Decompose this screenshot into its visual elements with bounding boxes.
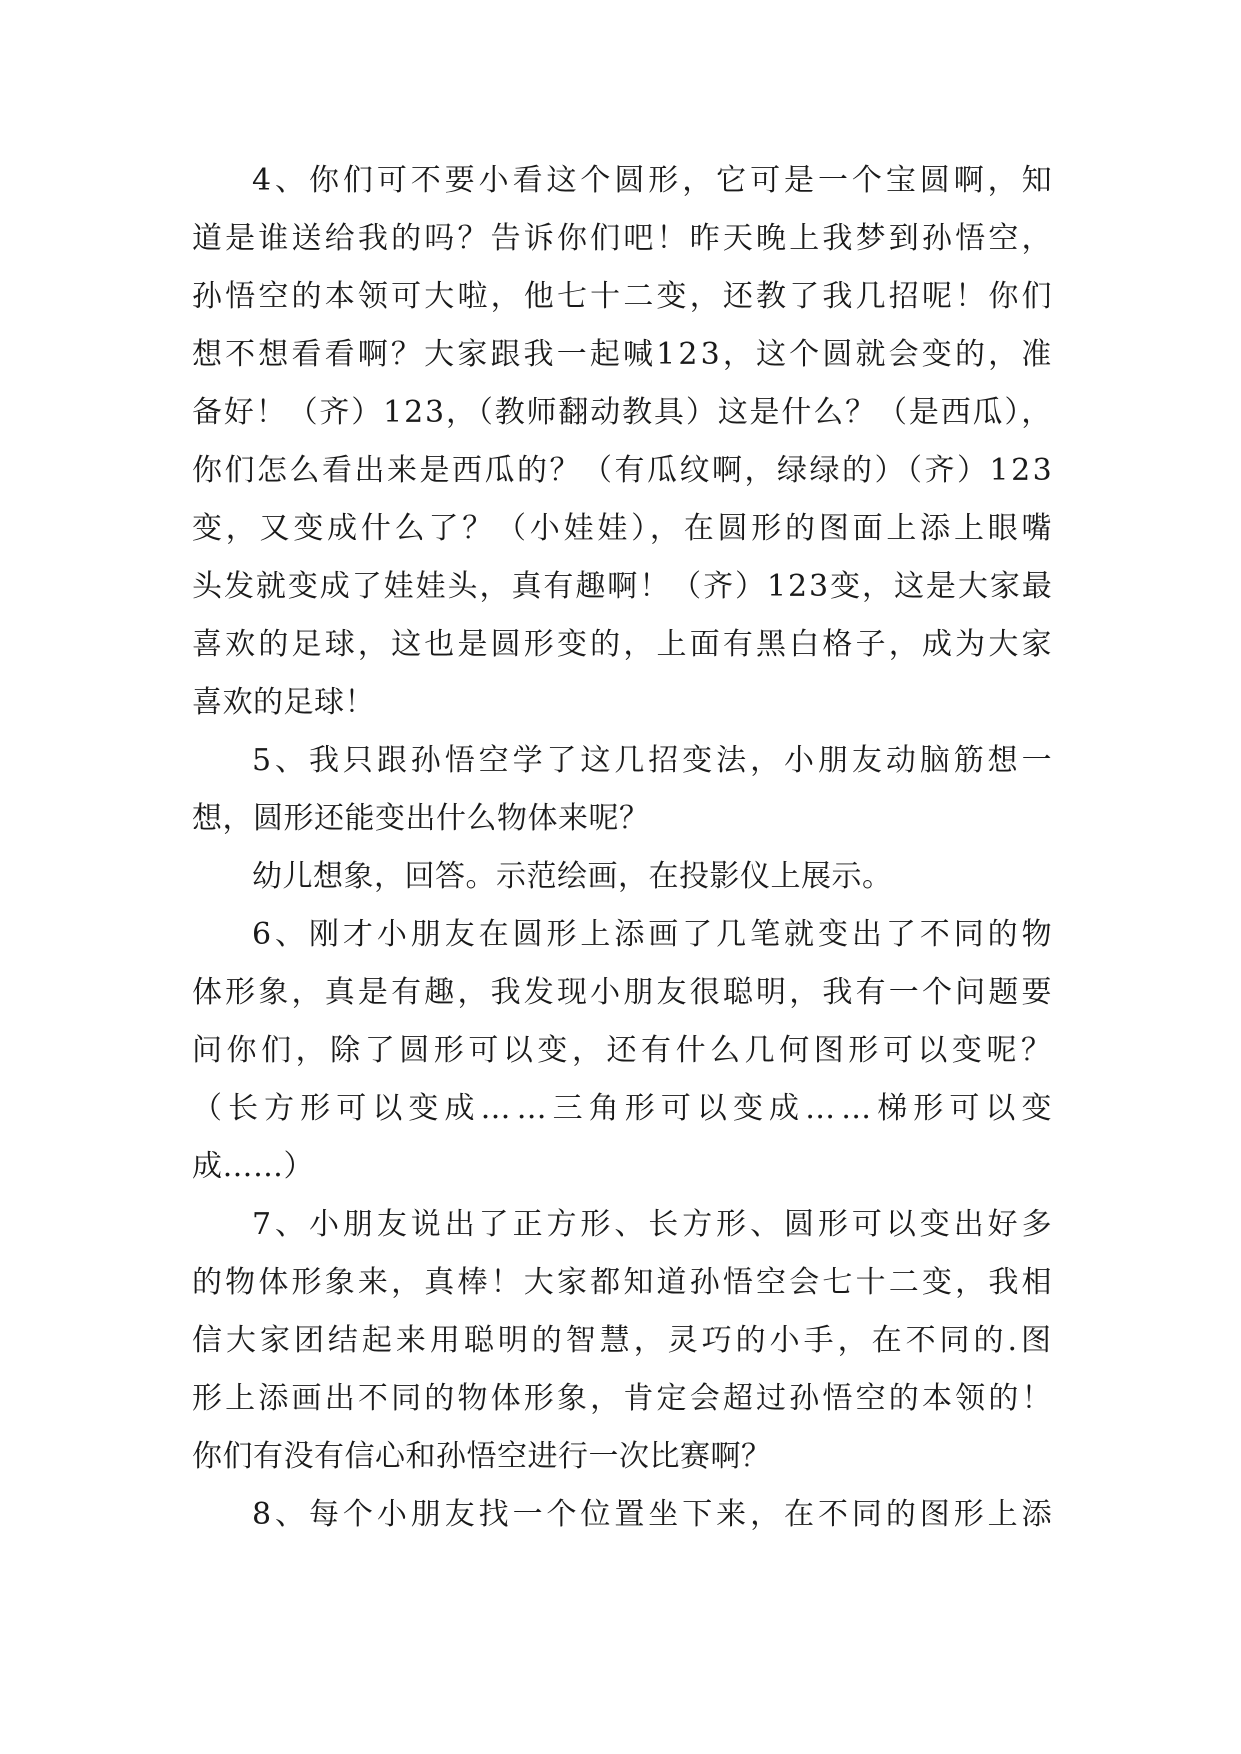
line-text: 你们有没有信心和孙悟空进行一次比赛啊？ <box>192 1439 772 1474</box>
line-text: 喜欢的足球！ <box>192 685 375 720</box>
line-text: 幼儿想象，回答。示范绘画，在投影仪上展示。 <box>252 859 893 894</box>
text-line <box>192 732 1056 790</box>
text-line <box>192 616 1055 674</box>
text-line <box>192 674 1052 732</box>
text-line <box>192 1254 1055 1312</box>
line-text: 成……） <box>192 1149 314 1184</box>
text-line <box>192 790 1052 848</box>
text-line <box>192 326 1055 384</box>
text-line <box>192 1486 1056 1544</box>
text-line <box>192 1138 1052 1196</box>
text-line <box>192 1080 1058 1138</box>
line-text: 想不想看看啊？大家跟我一起喊123，这个圆就会变的，准 <box>192 337 1055 372</box>
text-line <box>192 964 1055 1022</box>
text-line <box>192 906 1056 964</box>
text-line <box>192 442 1055 500</box>
text-line <box>192 268 1055 326</box>
text-line <box>192 1312 1056 1370</box>
line-text: 信大家团结起来用聪明的智慧，灵巧的小手，在不同的.图 <box>192 1323 1056 1358</box>
line-text: 你们怎么看出来是西瓜的？（有瓜纹啊，绿绿的）（齐）123 <box>192 453 1055 488</box>
line-text: 道是谁送给我的吗？告诉你们吧！昨天晚上我梦到孙悟空， <box>192 221 1055 256</box>
text-line <box>192 1428 1052 1486</box>
text-line <box>192 500 1056 558</box>
line-text: 6、刚才小朋友在圆形上添画了几笔就变出了不同的物 <box>252 917 1056 952</box>
line-text: 问你们，除了圆形可以变，还有什么几何图形可以变呢？ <box>192 1033 1056 1068</box>
line-text: 7、小朋友说出了正方形、长方形、圆形可以变出好多 <box>252 1207 1056 1242</box>
line-text: （长方形可以变成……三角形可以变成……梯形可以变 <box>192 1091 1058 1126</box>
line-text: 的物体形象来，真棒！大家都知道孙悟空会七十二变，我相 <box>192 1265 1055 1300</box>
document-body <box>192 152 1058 1544</box>
line-text: 形上添画出不同的物体形象，肯定会超过孙悟空的本领的！ <box>192 1381 1055 1416</box>
text-line <box>192 152 1056 210</box>
line-text: 头发就变成了娃娃头，真有趣啊！（齐）123变，这是大家最 <box>192 569 1054 604</box>
text-line <box>192 848 1052 906</box>
line-text: 体形象，真是有趣，我发现小朋友很聪明，我有一个问题要 <box>192 975 1055 1010</box>
text-line <box>192 210 1055 268</box>
line-text: 变，又变成什么了？（小娃娃），在圆形的图面上添上眼嘴 <box>192 511 1056 546</box>
line-text: 5、我只跟孙悟空学了这几招变法，小朋友动脑筋想一 <box>252 743 1056 778</box>
line-text: 4、你们可不要小看这个圆形，它可是一个宝圆啊，知 <box>252 163 1056 198</box>
text-line <box>192 1022 1056 1080</box>
line-text: 喜欢的足球，这也是圆形变的，上面有黑白格子，成为大家 <box>192 627 1055 662</box>
line-text: 8、每个小朋友找一个位置坐下来，在不同的图形上添 <box>252 1497 1056 1532</box>
line-text: 备好！（齐）123，（教师翻动教具）这是什么？（是西瓜）， <box>192 395 1054 430</box>
text-line <box>192 558 1052 616</box>
text-line <box>192 384 1052 442</box>
line-text: 孙悟空的本领可大啦，他七十二变，还教了我几招呢！你们 <box>192 279 1055 314</box>
text-line <box>192 1196 1056 1254</box>
text-line <box>192 1370 1055 1428</box>
line-text: 想，圆形还能变出什么物体来呢？ <box>192 801 650 836</box>
